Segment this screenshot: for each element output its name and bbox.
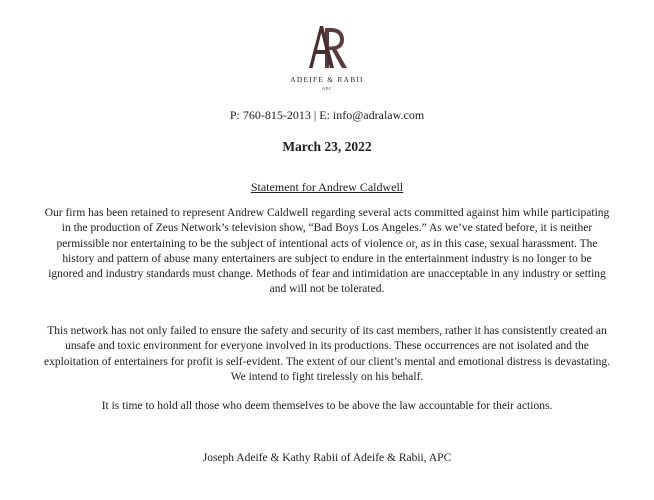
statement-title: Statement for Andrew Caldwell [250,180,404,194]
firm-logo [0,22,654,72]
firm-suffix: APC [321,86,333,91]
letter-date: March 23, 2022 [282,139,372,154]
ar-monogram-logo [305,22,349,72]
signature-line: Joseph Adeife & Kathy Rabii of Adeife & Rabii, APC [202,452,452,464]
statement-paragraph-3: It is time to hold all those who deem themselves to be above the law accountable for their actions. [101,400,553,412]
statement-paragraph-1: Our firm has been retained to represent Andrew Caldwell regarding several acts committed against him while participating in the production of Zeus Network’s television show, “Bad Boys Los Angeles.” As we’ve stated before, it is neither permissible nor entertaining to be the subject of intentional acts of violence or, as in this case, sexual harassment. The history and pattern of abuse many entertainers are subject to endure in the entertainment industry is no longer to be ignored and industry standards must change. Methods of fear and intimidation are unacceptable in any industry or setting and will not be tolerated. [44,207,610,296]
firm-name: ADEIFE & RABII [290,75,364,84]
statement-paragraph-2: This network has not only failed to ensure the safety and security of its cast members, rather it has consistently created an unsafe and toxic environment for everyone involved in its productions. These occurrences are not isolated and the exploitation of entertainers for profit is self-evident. The extent of our client’s mental and emotional distress is devastating. We intend to fight tirelessly on his behalf. [44,325,611,383]
contact-info: P: 760-815-2013 | E: info@adralaw.com [229,108,425,122]
